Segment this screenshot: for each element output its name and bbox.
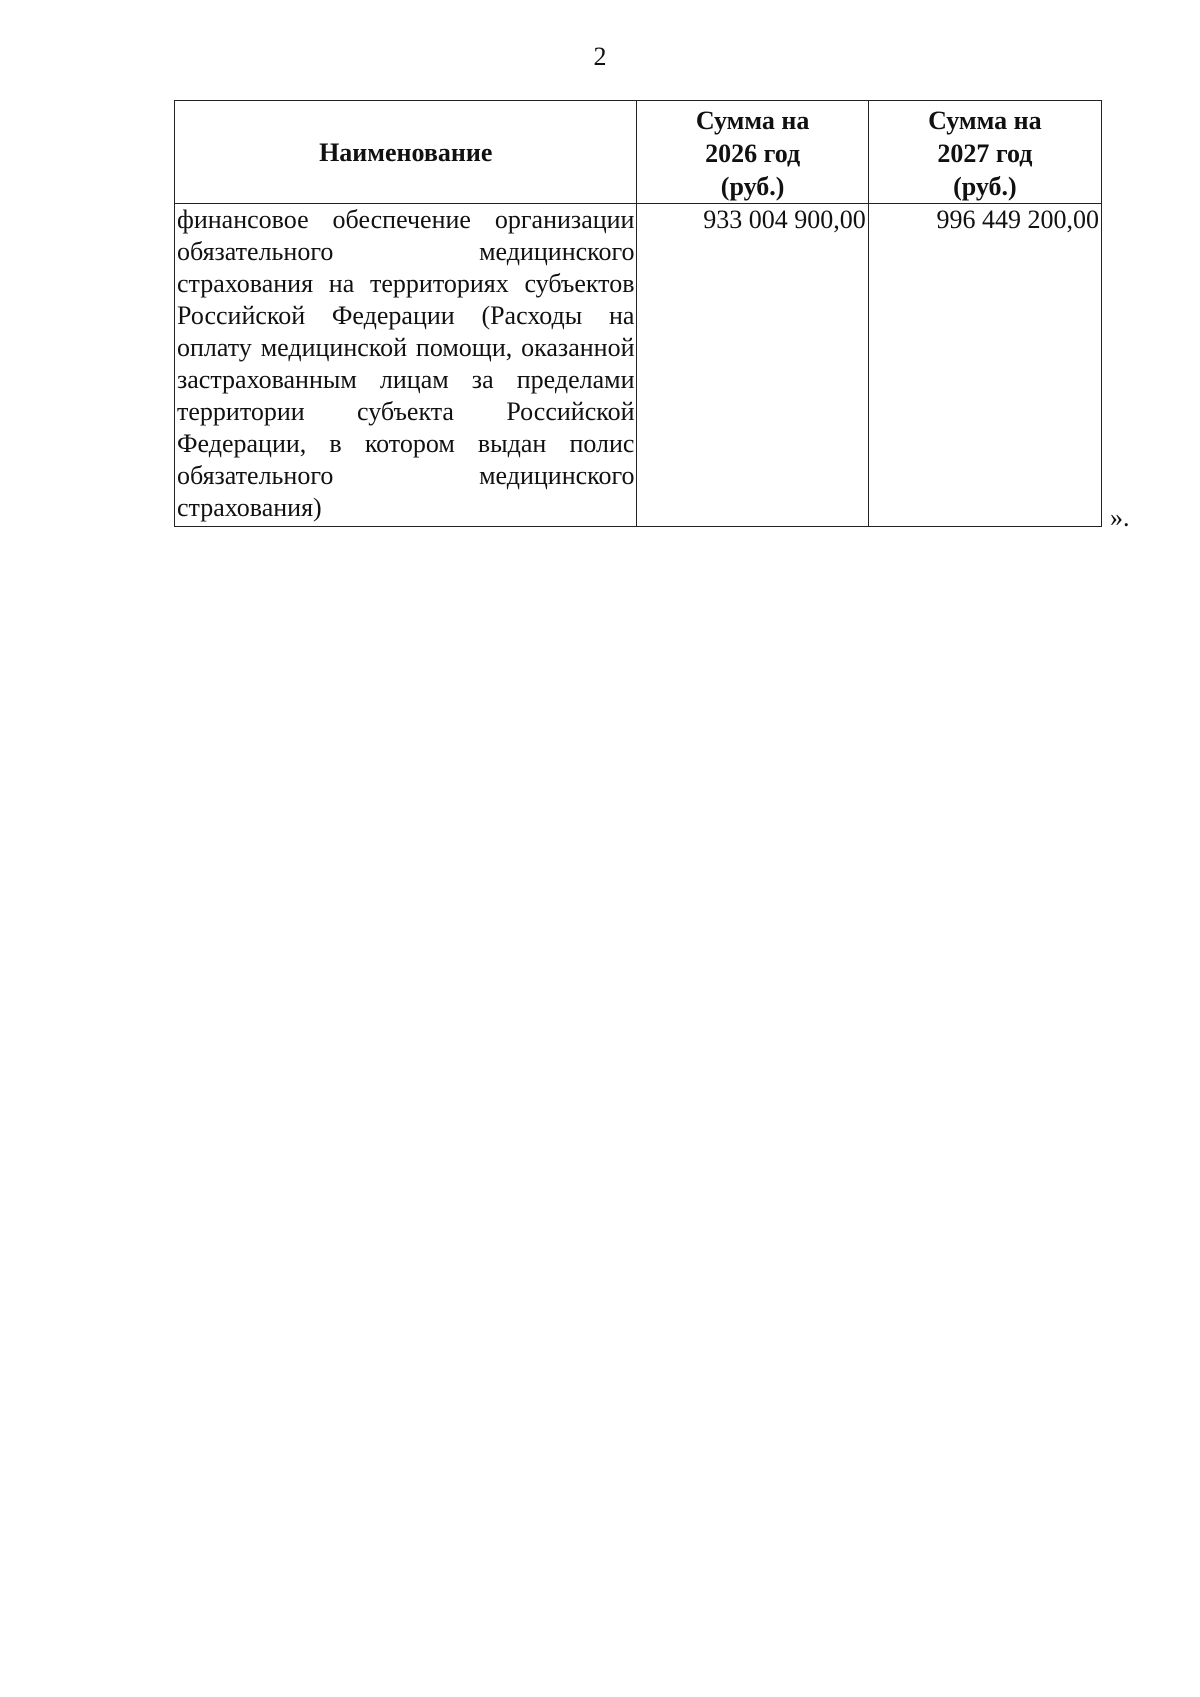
header-sum-2027-line-2: 2027 год [937, 139, 1033, 168]
header-sum-2026 [637, 101, 868, 204]
closing-quote-mark: ». [1110, 503, 1130, 532]
header-name-label: Наименование [319, 137, 493, 167]
header-sum-2026-line-3: (руб.) [720, 172, 785, 201]
table-header-row [175, 101, 1102, 204]
header-sum-2026-line-2: 2026 год [705, 139, 801, 168]
row-sum-2027-cell: 996 449 200,00 [868, 204, 1101, 527]
page-number: 2 [593, 42, 607, 71]
table-row [175, 204, 1102, 527]
budget-table [174, 100, 1102, 527]
header-sum-2027-line-1: Сумма на [928, 106, 1042, 135]
header-sum-2027-line-3: (руб.) [953, 172, 1017, 201]
header-name [175, 101, 637, 204]
row-name-cell: финансовое обеспечение организации обязательного медицинского страхования на территориях субъектов Российской Федерации (Расходы на оплату медицинской помощи, оказанной застрахованным лицам за пределами территории субъекта Российской Федерации, в котором выдан полис обязательного медицинского страхования) [175, 204, 637, 527]
header-sum-2026-line-1: Сумма на [695, 106, 810, 135]
header-sum-2027 [868, 101, 1101, 204]
row-sum-2026-cell: 933 004 900,00 [637, 204, 868, 527]
